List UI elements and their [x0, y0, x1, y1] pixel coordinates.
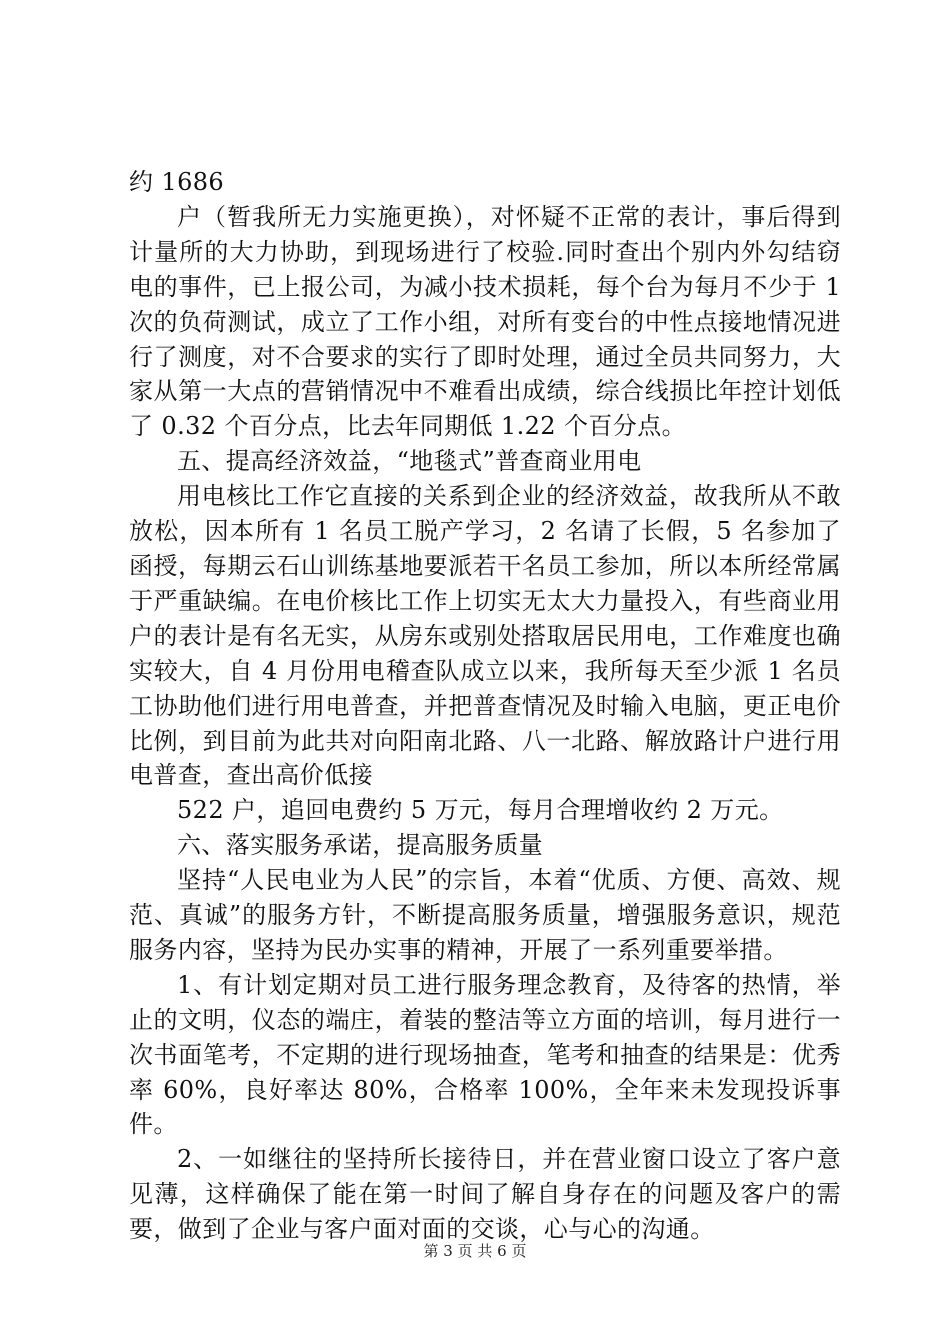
paragraph-2: 户（暂我所无力实施更换），对怀疑不正常的表计，事后得到计量所的大力协助，到现场进行了校验.同时查出个别内外勾结窃电的事件，已上报公司，为减小技术损耗，每个台为每月不少于 1 次的负荷测试，成立了工作小组，对所有变台的中性点接地情况进行了测度，对不合要求的实行了即时处理，通过全员共同努力，大家从第一大点的营销情况中不难看出成绩，综合线损比年控计划低了 0.32 个百分点，比去年同期低 1.22 个百分点。 — [129, 202, 841, 441]
paragraph-5: 522 户，追回电费约 5 万元，每月合理增收约 2 万元。 — [177, 796, 784, 825]
section-heading-5: 五、提高经济效益，“地毯式”普查商业用电 — [177, 447, 642, 476]
section-heading-6: 六、落实服务承诺，提高服务质量 — [177, 831, 543, 860]
paragraph-9: 2、一如继往的坚持所长接待日，并在营业窗口设立了客户意见薄，这样确保了能在第一时间了解自身存在的问题及客户的需要，做到了企业与客户面对面的交谈，心与心的沟通。 — [129, 1145, 841, 1244]
paragraph-1: 约 1686 — [129, 168, 225, 196]
paragraph-7: 坚持“人民电业为人民”的宗旨，本着“优质、方便、高效、规范、真诚”的服务方针，不断提高服务质量，增强服务意识，规范服务内容，坚持为民办实事的精神，开展了一系列重要举措。 — [129, 866, 841, 964]
page-footer: 第 3 页 共 6 页 — [423, 1242, 527, 1260]
paragraph-4: 用电核比工作它直接的关系到企业的经济效益，故我所从不敢放松，因本所有 1 名员工脱产学习，2 名请了长假，5 名参加了函授，每期云石山训练基地要派若干名员工参加，所以本所经常属于严重缺编。在电价核比工作上切实无太大力量投入，有些商业用户的表计是有名无实，从房东或别处搭取居民用电，工作难度也确实较大，自 4 月份用电稽查队成立以来，我所每天至少派 1 名员工协助他们进行用电普查，并把普查情况及时输入电脑，更正电价比例，到目前为此共对向阳南北路、八一北路、解放路计户进行用电普查，查出高价低接 — [129, 482, 841, 790]
paragraph-8: 1、有计划定期对员工进行服务理念教育，及待客的热情，举止的文明，仪态的端庄，着装的整洁等立方面的培训，每月进行一次书面笔考，不定期的进行现场抽查，笔考和抽查的结果是：优秀率 60%，良好率达 80%，合格率 100%，全年来未发现投诉事件。 — [129, 970, 841, 1139]
document-body — [129, 165, 841, 1247]
